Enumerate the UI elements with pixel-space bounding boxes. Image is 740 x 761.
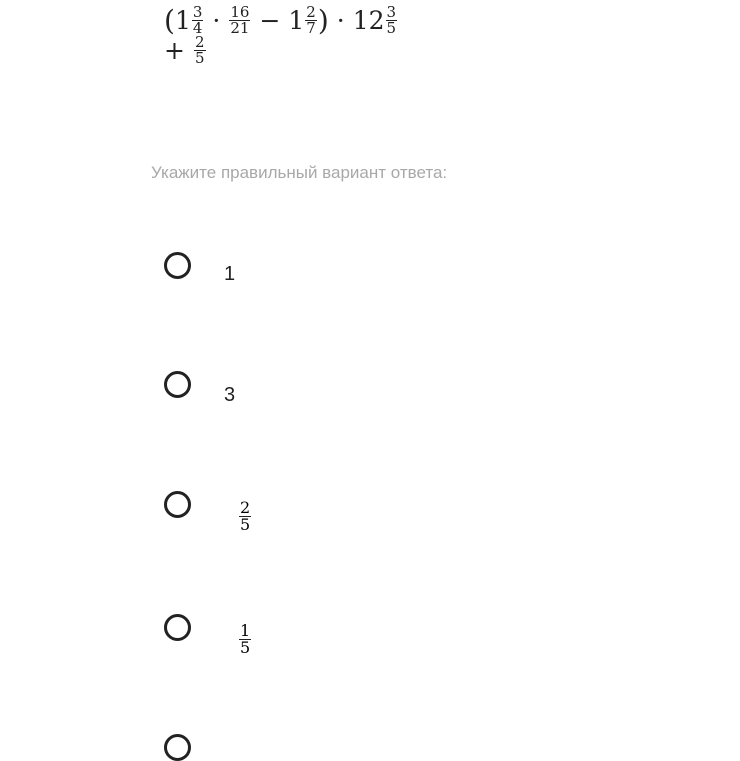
fraction-numerator: 1 (240, 621, 251, 640)
answer-option-partial[interactable] (164, 734, 191, 761)
fraction (194, 32, 206, 67)
whole-number: 12 (352, 5, 385, 35)
fraction-numerator: 2 (240, 498, 251, 517)
radio-button[interactable] (164, 371, 191, 398)
whole-number: 1 (288, 5, 305, 35)
option-label: 3 (224, 384, 236, 406)
answer-prompt: Укажите правильный вариант ответа: (151, 163, 448, 182)
answer-option[interactable] (164, 252, 236, 285)
radio-button[interactable] (164, 491, 191, 518)
fraction-denominator: 7 (306, 18, 316, 37)
fraction (305, 2, 317, 37)
fraction-denominator: 4 (192, 18, 203, 37)
fraction-denominator: 5 (386, 18, 397, 37)
fraction-denominator: 5 (194, 48, 205, 67)
multiply-operator: · (336, 5, 345, 35)
close-paren: ) (317, 3, 329, 37)
open-paren: ( (164, 3, 175, 37)
whole-number: 1 (174, 5, 191, 35)
radio-button[interactable] (164, 614, 191, 641)
minus-operator: − (259, 5, 281, 35)
fraction-numerator: 3 (386, 2, 397, 21)
fraction (386, 2, 398, 37)
option-label: 1 (224, 263, 236, 285)
answer-option[interactable] (164, 614, 251, 657)
fraction-denominator: 5 (240, 515, 251, 534)
radio-button[interactable] (164, 734, 191, 761)
fraction-numerator: 2 (306, 2, 316, 21)
fraction-numerator: 2 (194, 32, 205, 51)
fraction-numerator: 16 (230, 2, 250, 21)
radio-button[interactable] (164, 252, 191, 279)
plus-operator: + (164, 35, 185, 65)
fraction-denominator: 5 (240, 638, 251, 657)
answer-option[interactable] (164, 371, 236, 406)
option-fraction (239, 623, 251, 656)
fraction (229, 2, 250, 37)
multiply-operator: · (212, 5, 221, 35)
fraction-numerator: 3 (192, 2, 203, 21)
option-fraction (239, 500, 251, 533)
fraction-denominator: 21 (230, 18, 250, 37)
answer-option[interactable] (164, 491, 251, 534)
math-expression-line2 (164, 30, 207, 70)
